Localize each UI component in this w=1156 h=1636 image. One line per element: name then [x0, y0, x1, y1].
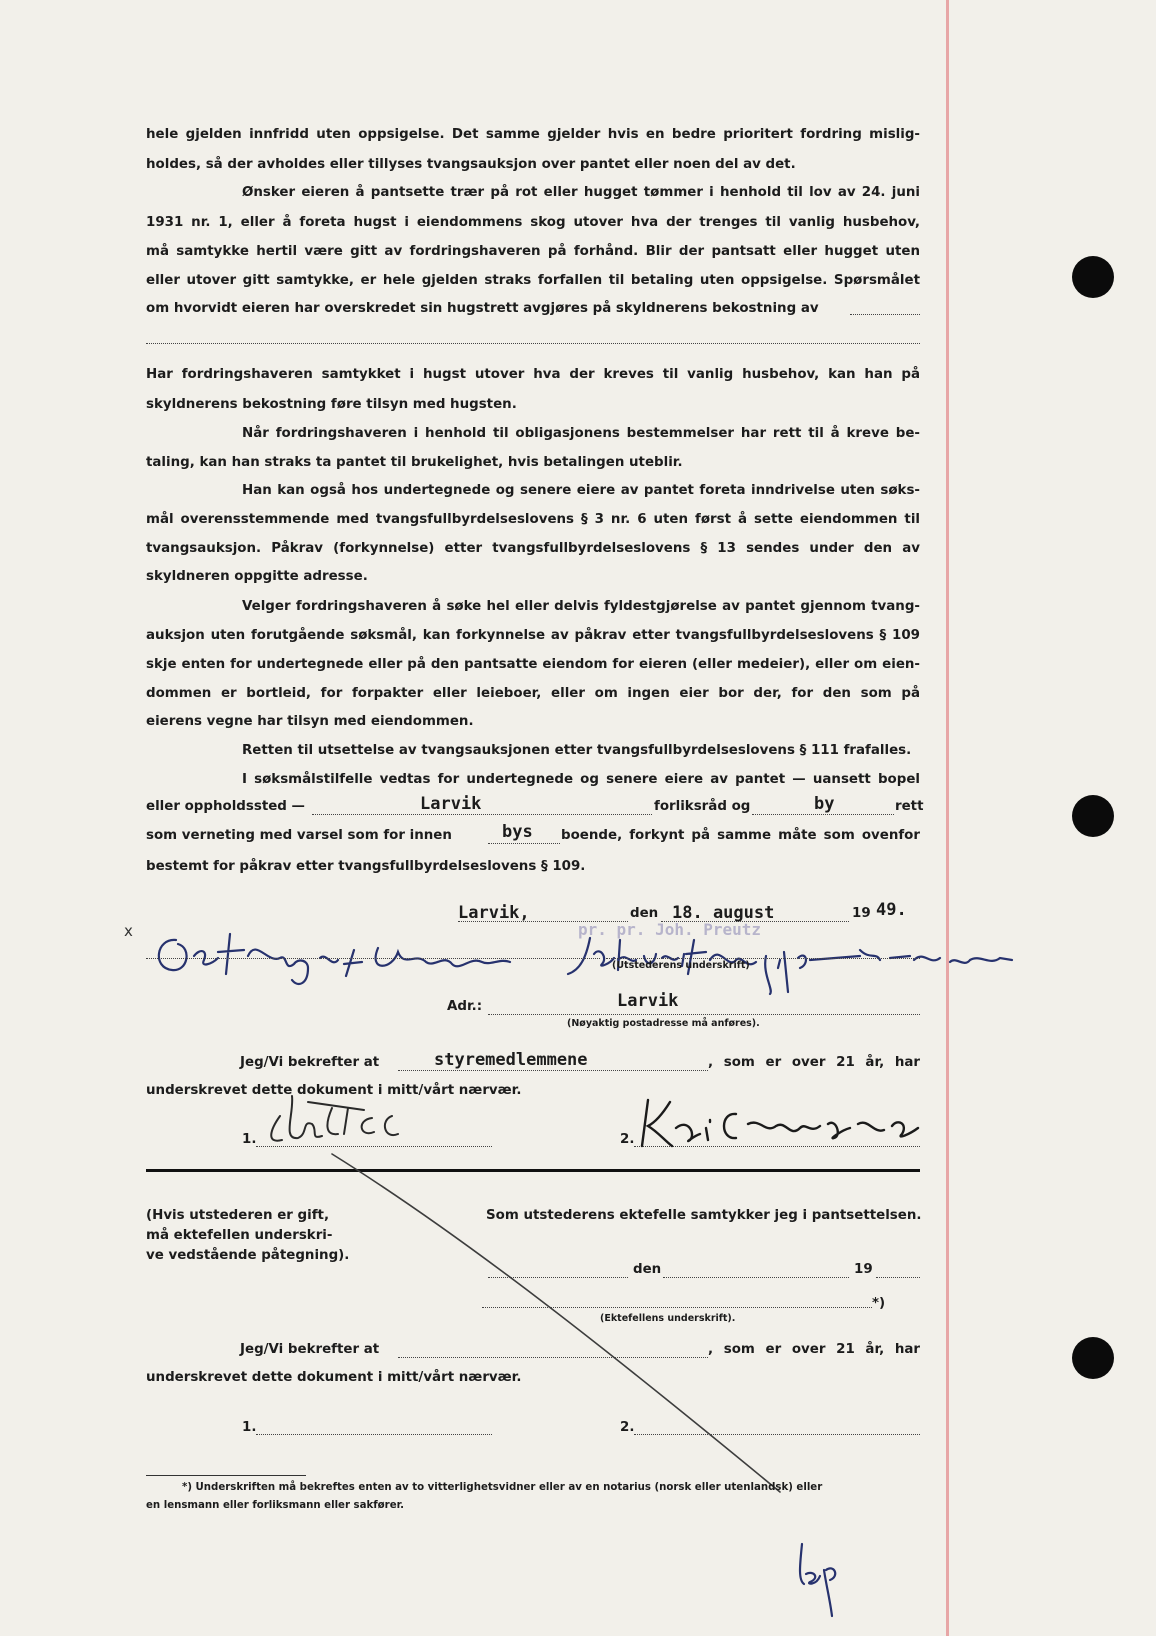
address-label: Adr.:: [447, 999, 483, 1014]
spouse-signature-label: (Ektefellens underskrift).: [600, 1313, 736, 1324]
address-note: (Nøyaktig postadresse må anføres).: [567, 1018, 760, 1029]
innen-value: bys: [502, 822, 533, 842]
text-line: skje enten for undertegnede eller på den pantsatte eiendom for eieren (eller medeier), eller om eien-: [146, 657, 920, 672]
dotted-line: [876, 1277, 920, 1278]
dotted-line: [663, 1277, 849, 1278]
text-segment: som verneting med varsel som for innen: [146, 828, 452, 843]
dotted-line: [488, 1277, 628, 1278]
spouse-instruction: må ektefellen underskri-: [146, 1228, 333, 1243]
forliksraad-value: Larvik: [420, 794, 482, 814]
date-value: 18. august: [672, 903, 775, 923]
text-segment: rett: [895, 799, 924, 814]
text-line: auksjon uten forutgående søksmål, kan forkynnelse av påkrav etter tvangsfullbyrdelseslovens § 109: [146, 628, 920, 643]
den-label: den: [630, 906, 659, 921]
text-line: om hvorvidt eieren har overskredet sin hugstrett avgjøres på skyldnerens bekostning av: [146, 301, 819, 316]
witnesses-value: styremedlemmene: [434, 1050, 588, 1070]
witness-2-label: 2.: [620, 1420, 635, 1435]
text-line: Han kan også hos undertegnede og senere eiere av pantet foreta inndrivelse uten søks-: [242, 483, 920, 498]
text-segment: boende, forkynt på samme måte som ovenfor: [561, 828, 920, 843]
spouse-instruction: (Hvis utstederen er gift,: [146, 1208, 330, 1223]
witness-1-label: 1.: [242, 1132, 257, 1147]
footnote-mark: *): [872, 1296, 886, 1311]
text-segment: forliksråd og: [654, 799, 751, 814]
text-line: Ønsker eieren å pantsette trær på rot eller hugget tømmer i henhold til lov av 24. juni: [242, 185, 920, 200]
year-prefix: 19: [852, 906, 871, 921]
text-line: taling, kan han straks ta pantet til brukelighet, hvis betalingen uteblir.: [146, 455, 683, 470]
year-value: 49.: [876, 900, 907, 920]
dotted-line: [482, 1307, 872, 1308]
text-line: skyldnerens bekostning føre tilsyn med hugsten.: [146, 397, 517, 412]
confirm-text: Jeg/Vi bekrefter at: [240, 1342, 380, 1357]
text-line: dommen er bortleid, for forpakter eller leieboer, eller om ingen eier bor der, for den som på: [146, 686, 920, 701]
text-line: holdes, så der avholdes eller tillyses tvangsauksjon over pantet eller noen del av det.: [146, 157, 796, 172]
rett-value: by: [814, 794, 835, 814]
text-line: må samtykke hertil være gitt av fordringshaveren på forhånd. Blir der pantsatt eller hugget uten: [146, 244, 920, 259]
dotted-line: [256, 1434, 492, 1435]
text-segment: eller oppholdssted —: [146, 799, 305, 814]
witness-1-label: 1.: [242, 1420, 257, 1435]
text-line: hele gjelden innfridd uten oppsigelse. Det samme gjelder hvis en bedre prioritert fordring mislig-: [146, 127, 920, 142]
text-line: mål overensstemmende med tvangsfullbyrdelseslovens § 3 nr. 6 uten først å sette eiendommen til: [146, 512, 920, 527]
spouse-instruction: ve vedstående påtegning).: [146, 1248, 350, 1263]
text-line: Har fordringshaveren samtykket i hugst utover hva der kreves til vanlig husbehov, kan han på: [146, 367, 920, 382]
confirm-text: underskrevet dette dokument i mitt/vårt nærvær.: [146, 1370, 522, 1385]
den-label: den: [633, 1262, 662, 1277]
confirm-text: underskrevet dette dokument i mitt/vårt nærvær.: [146, 1083, 522, 1098]
text-line: Retten til utsettelse av tvangsauksjonen etter tvangsfullbyrdelseslovens § 111 frafalles.: [242, 743, 912, 758]
initials-mark: [790, 1540, 850, 1620]
text-line: I søksmålstilfelle vedtas for undertegnede og senere eiere av pantet — uansett bopel: [242, 772, 920, 787]
address-value: Larvik: [617, 991, 679, 1011]
text-line: eierens vegne har tilsyn med eiendommen.: [146, 714, 474, 729]
confirm-text: , som er over 21 år, har: [708, 1342, 920, 1357]
footnote-text: *) Underskriften må bekreftes enten av to vitterlighetsvidner eller av en notarius (norsk eller utenlandsk) eller: [182, 1482, 823, 1493]
dotted-line: [634, 1434, 920, 1435]
dotted-line: [398, 1357, 708, 1358]
place-value: Larvik,: [458, 903, 530, 923]
text-line: Velger fordringshaveren å søke hel eller delvis fyldestgjørelse av pantet gjennom tvang-: [242, 599, 920, 614]
issuer-signature-label: (Utstederens underskrift): [612, 960, 750, 971]
text-line: tvangsauksjon. Påkrav (forkynnelse) etter tvangsfullbyrdelseslovens § 13 sendes under den av: [146, 541, 920, 556]
witness-2-label: 2.: [620, 1132, 635, 1147]
text-line: 1931 nr. 1, eller å foreta hugst i eiendommens skog utover hva der trenges til vanlig husbehov,: [146, 215, 920, 230]
text-line: bestemt for påkrav etter tvangsfullbyrdelseslovens § 109.: [146, 859, 586, 874]
company-stamp: pr. pr. Joh. Preutz: [578, 920, 762, 939]
text-line: Når fordringshaveren i henhold til obligasjonens bestemmelser har rett til å kreve be-: [242, 426, 920, 441]
footnote-rule: [146, 1475, 306, 1476]
marginal-x-mark: x: [124, 922, 133, 940]
text-line: skyldneren oppgitte adresse.: [146, 569, 368, 584]
spouse-consent-text: Som utstederens ektefelle samtykker jeg i pantsettelsen.: [486, 1208, 922, 1223]
text-line: eller utover gitt samtykke, er hele gjelden straks forfallen til betaling uten oppsigelse. Spørsmålet: [146, 273, 920, 288]
confirm-text: , som er over 21 år, har: [708, 1055, 920, 1070]
year-prefix: 19: [854, 1262, 873, 1277]
footnote-text: en lensmann eller forliksmann eller sakfører.: [146, 1500, 405, 1511]
confirm-text: Jeg/Vi bekrefter at: [240, 1055, 380, 1070]
